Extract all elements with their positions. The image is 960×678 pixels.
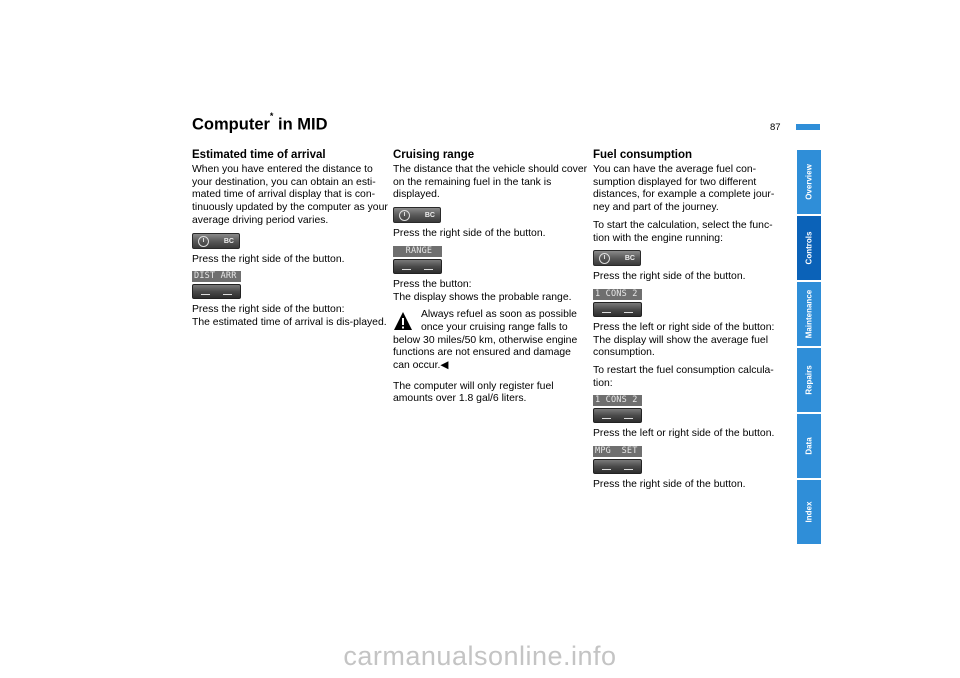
tab-overview[interactable] bbox=[797, 150, 821, 214]
section-heading: Cruising range bbox=[393, 149, 475, 161]
mid-display-icon bbox=[593, 446, 642, 474]
paragraph: The display will show the average fuel consumption. bbox=[593, 334, 769, 359]
clock-icon bbox=[198, 236, 209, 247]
clock-icon bbox=[399, 210, 410, 221]
warning-text-continued: below 30 miles/50 km, otherwise engine functions are not ensured and damage can occur.◀ bbox=[393, 334, 578, 372]
mid-display-icon bbox=[593, 289, 642, 317]
warning-icon bbox=[393, 311, 413, 331]
warning-block bbox=[393, 309, 589, 334]
paragraph: The display shows the probable range. bbox=[393, 291, 572, 303]
paragraph: Press the right side of the button. bbox=[593, 271, 746, 283]
mid-buttons-icon bbox=[393, 259, 442, 274]
tab-label: Overview bbox=[804, 164, 814, 200]
tab-label: Repairs bbox=[804, 365, 814, 395]
mid-display-text: 1 CONS 2 bbox=[593, 289, 642, 300]
mid-buttons-icon bbox=[593, 302, 642, 317]
page-marker bbox=[796, 124, 820, 130]
bc-button-icon bbox=[393, 207, 441, 223]
paragraph: The distance that the vehicle should cover on the remaining fuel in the tank is displayed. bbox=[393, 164, 588, 201]
paragraph: The estimated time of arrival is dis-played. bbox=[192, 316, 387, 328]
paragraph: To start the calculation, select the func-tion with the engine running: bbox=[593, 219, 773, 244]
page-number: 87 bbox=[770, 122, 781, 133]
mid-buttons-icon bbox=[593, 408, 642, 423]
bc-label: BC bbox=[223, 237, 234, 245]
mid-display-icon bbox=[393, 246, 442, 274]
section-cruising-range bbox=[393, 148, 589, 411]
tab-index[interactable] bbox=[797, 480, 821, 544]
section-heading: Fuel consumption bbox=[593, 149, 693, 161]
watermark: carmanualsonline.info bbox=[343, 641, 617, 671]
mid-display-text: DIST ARR bbox=[192, 271, 241, 282]
clock-icon bbox=[599, 253, 610, 264]
warning-text: Always refuel as soon as possible once your cruising range falls to bbox=[421, 309, 577, 333]
tab-repairs[interactable] bbox=[797, 348, 821, 412]
section-fuel-consumption bbox=[593, 148, 789, 497]
paragraph: You can have the average fuel con-sumption displayed for two different distances, for example a complete jour-ney and part of the journey. bbox=[593, 164, 775, 214]
paragraph: The computer will only register fuel amounts over 1.8 gal/6 liters. bbox=[393, 380, 554, 405]
mid-buttons-icon bbox=[192, 284, 241, 299]
paragraph: Press the left or right side of the button. bbox=[593, 428, 775, 440]
mid-display-icon bbox=[192, 271, 241, 299]
section-estimated-arrival bbox=[192, 148, 388, 335]
paragraph: When you have entered the distance to your destination, you can obtain an esti-mated time of arrival display that is con-tinuously updated by the computer as your average driving period varies. bbox=[192, 164, 388, 226]
tab-controls[interactable] bbox=[797, 216, 821, 280]
tab-label: Controls bbox=[804, 231, 814, 265]
bc-label: BC bbox=[624, 255, 635, 263]
paragraph: Press the button: bbox=[393, 278, 472, 290]
bc-button-icon bbox=[593, 250, 641, 266]
paragraph: Press the right side of the button: bbox=[192, 304, 345, 316]
tab-label: Index bbox=[804, 501, 814, 523]
paragraph: Press the right side of the button. bbox=[192, 253, 345, 265]
page-title: Computer* in MID bbox=[192, 111, 328, 134]
section-heading: Estimated time of arrival bbox=[192, 149, 326, 161]
mid-display-text: 1 CONS 2 bbox=[593, 395, 642, 406]
mid-display-icon bbox=[593, 395, 642, 423]
bc-button-icon bbox=[192, 233, 240, 249]
tab-data[interactable] bbox=[797, 414, 821, 478]
bc-label: BC bbox=[424, 212, 435, 220]
paragraph: Press the right side of the button. bbox=[593, 479, 746, 491]
paragraph: Press the right side of the button. bbox=[393, 228, 546, 240]
mid-buttons-icon bbox=[593, 459, 642, 474]
tab-label: Data bbox=[804, 437, 814, 455]
tab-maintenance[interactable] bbox=[797, 282, 821, 346]
paragraph: Press the left or right side of the button: bbox=[593, 321, 775, 333]
tab-label: Maintenance bbox=[804, 289, 814, 339]
mid-display-text: RANGE bbox=[393, 246, 442, 257]
paragraph: To restart the fuel consumption calcula-tion: bbox=[593, 365, 774, 389]
mid-display-text: MPG SET bbox=[593, 446, 642, 457]
